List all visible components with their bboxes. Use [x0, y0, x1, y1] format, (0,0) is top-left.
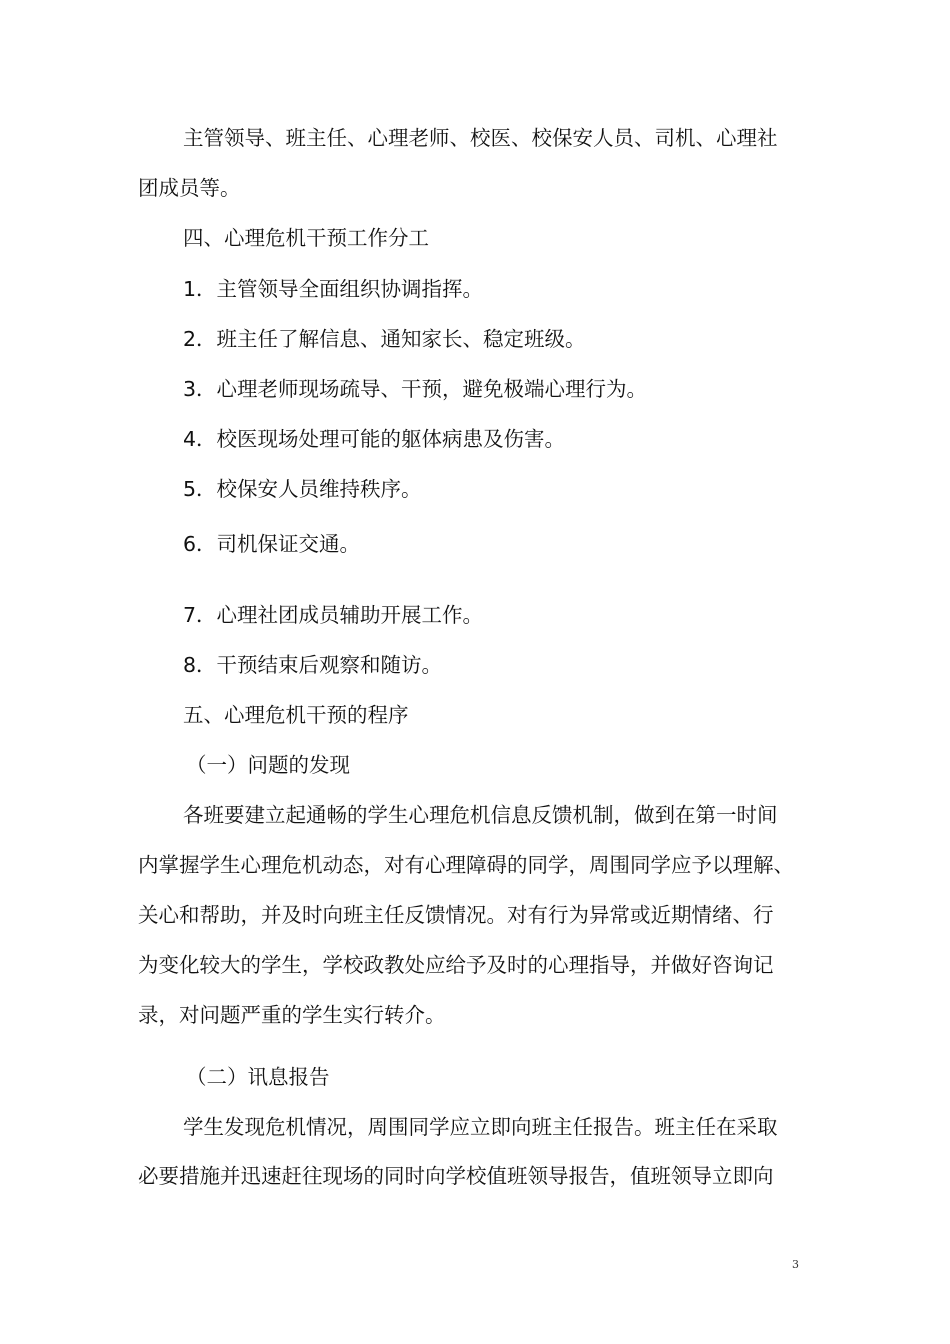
- list-item: 2．班主任了解信息、通知家长、稳定班级。: [183, 327, 586, 351]
- list-item: 4．校医现场处理可能的躯体病患及伤害。: [183, 427, 566, 451]
- section-heading: 五、心理危机干预的程序: [183, 703, 409, 727]
- list-item: 8．干预结束后观察和随访。: [183, 653, 443, 677]
- paragraph-line: 必要措施并迅速赶往现场的同时向学校值班领导报告，值班领导立即向: [138, 1164, 774, 1188]
- list-item: 6．司机保证交通。: [183, 532, 361, 556]
- list-item: 3．心理老师现场疏导、干预，避免极端心理行为。: [183, 377, 648, 401]
- list-item: 1．主管领导全面组织协调指挥。: [183, 277, 484, 301]
- paragraph-line: 主管领导、班主任、心理老师、校医、校保安人员、司机、心理社: [183, 126, 778, 150]
- list-item: 5．校保安人员维持秩序。: [183, 477, 422, 501]
- list-item: 7．心理社团成员辅助开展工作。: [183, 603, 484, 627]
- page-number: 3: [792, 1258, 799, 1271]
- paragraph-line: 为变化较大的学生，学校政教处应给予及时的心理指导，并做好咨询记: [138, 953, 774, 977]
- subsection-heading: （二）讯息报告: [186, 1065, 330, 1089]
- paragraph-line: 团成员等。: [138, 176, 241, 200]
- section-heading: 四、心理危机干预工作分工: [183, 226, 429, 250]
- paragraph-line: 内掌握学生心理危机动态，对有心理障碍的同学，周围同学应予以理解、: [138, 853, 794, 877]
- subsection-heading: （一）问题的发现: [186, 753, 350, 777]
- paragraph-line: 录，对问题严重的学生实行转介。: [138, 1003, 446, 1027]
- paragraph-line: 关心和帮助，并及时向班主任反馈情况。对有行为异常或近期情绪、行: [138, 903, 774, 927]
- paragraph-line: 学生发现危机情况，周围同学应立即向班主任报告。班主任在采取: [183, 1115, 778, 1139]
- paragraph-line: 各班要建立起通畅的学生心理危机信息反馈机制，做到在第一时间: [183, 803, 778, 827]
